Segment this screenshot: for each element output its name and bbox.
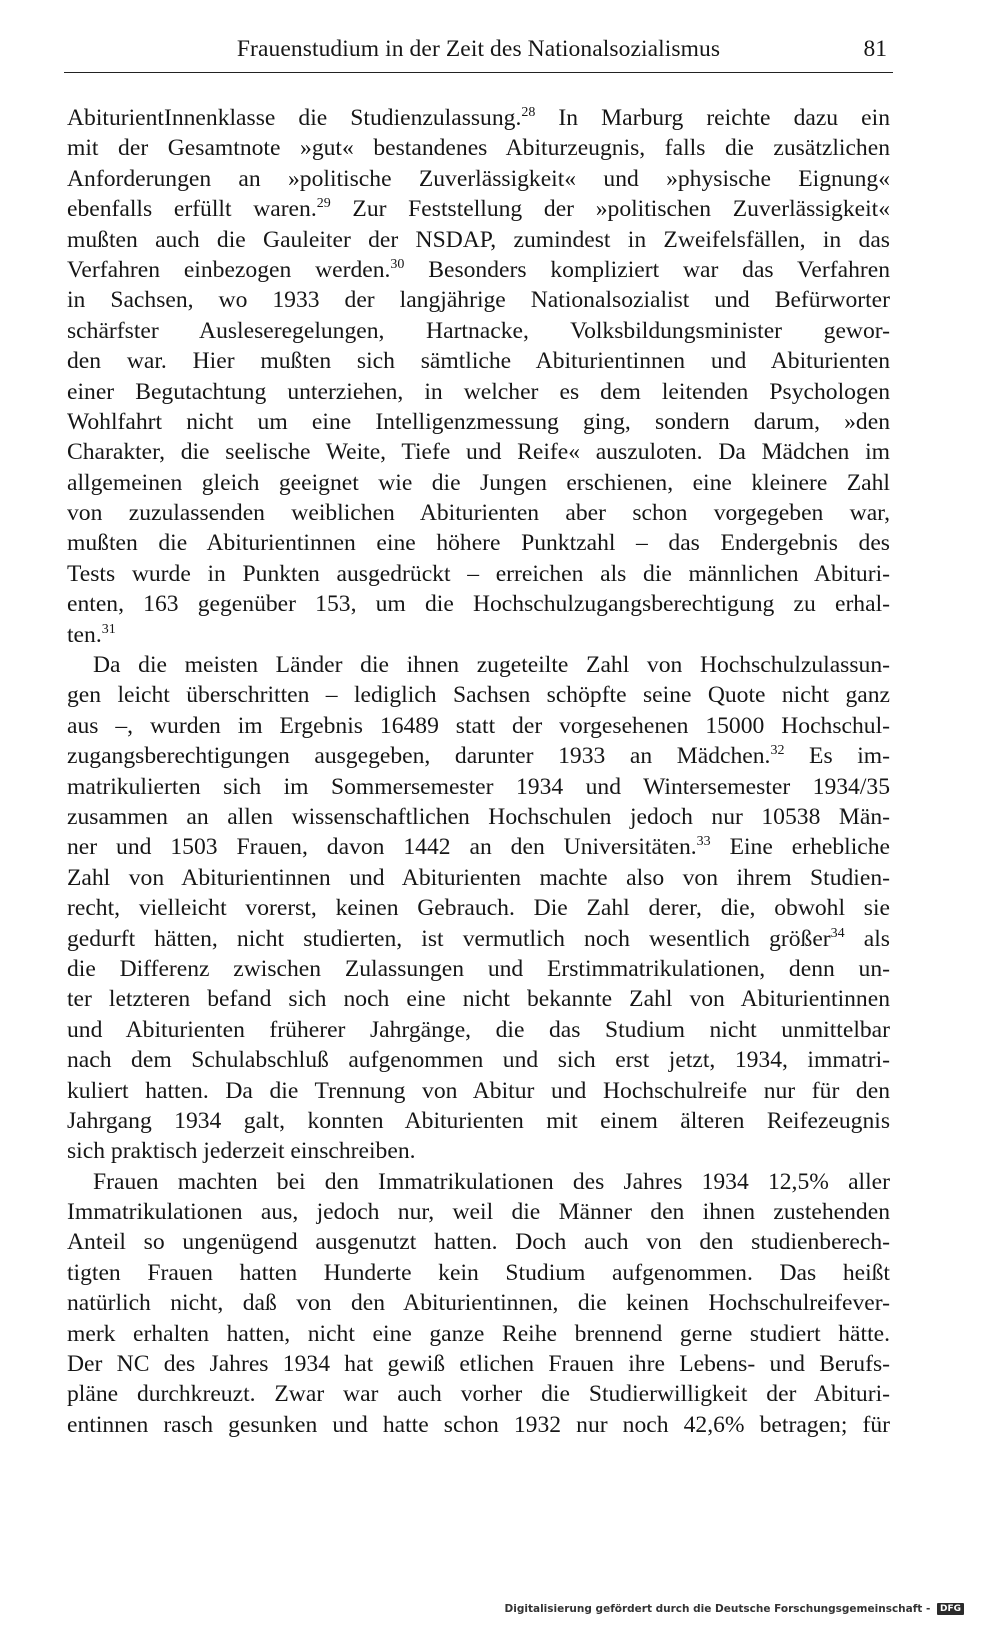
line-text: pläne durchkreuzt. Zwar war auch vorher die Studierwilligkeit der Abituri- — [67, 1381, 890, 1408]
text-line — [67, 680, 890, 710]
running-title: Frauenstudium in der Zeit des Nationalsozialismus — [236, 36, 721, 62]
line-text: Anforderungen an »politische Zuverlässigkeit« und »physische Eignung« — [67, 165, 890, 192]
line-text: den war. Hier mußten sich sämtliche Abiturientinnen und Abiturienten — [67, 348, 890, 375]
line-text: als — [844, 925, 890, 952]
text-line — [67, 164, 890, 194]
text-line — [67, 924, 890, 954]
line-text: tigten Frauen hatten Hunderte kein Studium aufgenommen. Das heißt — [67, 1259, 890, 1286]
text-line — [67, 620, 890, 650]
text-line — [67, 1288, 890, 1318]
text-line — [67, 194, 890, 224]
line-text: Charakter, die seelische Weite, Tiefe und Reife« auszuloten. Da Mädchen im — [67, 439, 890, 466]
line-text: Tests wurde in Punkten ausgedrückt – erreichen als die männlichen Abituri- — [67, 560, 890, 587]
line-text: matrikulierten sich im Sommersemester 1934 und Wintersemester 1934/35 — [67, 773, 890, 800]
footnote-marker: 29 — [316, 196, 331, 212]
text-line — [67, 407, 890, 437]
footnote-marker: 34 — [830, 925, 845, 941]
line-text: Immatrikulationen aus, jedoch nur, weil die Männer den ihnen zustehenden — [67, 1199, 890, 1226]
text-line — [67, 1015, 890, 1045]
footnote-marker: 33 — [696, 834, 711, 850]
line-text: merk erhalten hatten, nicht eine ganze Reihe brennend gerne studiert hätte. — [67, 1320, 890, 1347]
text-line — [67, 133, 890, 163]
text-line — [67, 255, 890, 285]
text-line — [67, 954, 890, 984]
line-text: einer Begutachtung unterziehen, in welcher es dem leitenden Psychologen — [67, 378, 890, 405]
line-text: AbiturientInnenklasse die Studienzulassung. — [67, 105, 522, 131]
text-line — [67, 893, 890, 923]
text-line — [67, 498, 890, 528]
line-text: gen leicht überschritten – lediglich Sachsen schöpfte seine Quote nicht ganz — [67, 682, 890, 709]
footnote-marker: 28 — [521, 105, 536, 120]
text-line — [67, 1136, 890, 1166]
line-text: enten, 163 gegenüber 153, um die Hochschulzugangsberechtigung zu erhal- — [67, 591, 890, 618]
text-line — [67, 468, 890, 498]
line-text: Verfahren einbezogen werden. — [67, 256, 391, 283]
line-text: die Differenz zwischen Zulassungen und Erstimmatrikulationen, denn un- — [67, 955, 890, 982]
line-text: Der NC des Jahres 1934 hat gewiß etlichen Frauen ihre Lebens- und Berufs- — [67, 1351, 890, 1378]
line-text: mußten die Abiturientinnen eine höhere Punktzahl – das Endergebnis des — [67, 530, 890, 557]
text-line — [67, 377, 890, 407]
line-text: Eine erhebliche — [710, 834, 890, 861]
line-text: recht, vielleicht vorerst, keinen Gebrauch. Die Zahl derer, die, obwohl sie — [67, 895, 890, 922]
text-line — [67, 1258, 890, 1288]
line-text: Frauen machten bei den Immatrikulationen des Jahres 1934 12,5% aller — [93, 1168, 890, 1195]
line-text: ebenfalls erfüllt waren. — [67, 196, 317, 223]
text-line — [67, 1197, 890, 1227]
line-text: in Sachsen, wo 1933 der langjährige Nationalsozialist und Befürworter — [67, 287, 890, 314]
text-line — [67, 1410, 890, 1440]
text-line — [67, 103, 890, 133]
text-line — [67, 346, 890, 376]
text-line — [67, 1379, 890, 1409]
line-text: schärfster Ausleseregelungen, Hartnacke, Volksbildungsminister gewor- — [67, 317, 890, 344]
line-text: ten. — [67, 621, 102, 648]
line-text: von zuzulassenden weiblichen Abiturienten aber schon vorgegeben war, — [67, 500, 890, 527]
text-line — [67, 225, 890, 255]
line-text: Es im- — [784, 743, 891, 770]
line-text: In Marburg reichte dazu ein — [535, 105, 890, 131]
running-header — [64, 36, 893, 73]
line-text: Wohlfahrt nicht um eine Intelligenzmessung ging, sondern darum, »den — [67, 408, 890, 435]
line-text: mußten auch die Gauleiter der NSDAP, zumindest in Zweifelsfällen, in das — [67, 226, 890, 253]
text-line — [67, 1106, 890, 1136]
text-line — [67, 285, 890, 315]
text-line — [67, 1167, 890, 1197]
line-text: Da die meisten Länder die ihnen zugeteilte Zahl von Hochschulzulassun- — [93, 652, 890, 679]
line-text: kuliert hatten. Da die Trennung von Abitur und Hochschulreife nur für den — [67, 1077, 890, 1104]
text-line — [67, 650, 890, 680]
line-text: zugangsberechtigungen ausgegeben, darunter 1933 an Mädchen. — [67, 743, 771, 770]
footnote-marker: 31 — [101, 621, 116, 637]
text-line — [67, 1045, 890, 1075]
line-text: zusammen an allen wissenschaftlichen Hochschulen jedoch nur 10538 Män- — [67, 803, 890, 830]
line-text: nach dem Schulabschluß aufgenommen und sich erst jetzt, 1934, immatri- — [67, 1047, 890, 1074]
line-text: Zur Feststellung der »politischen Zuverlässigkeit« — [330, 196, 891, 223]
text-line — [67, 1227, 890, 1257]
line-text: ter letzteren befand sich noch eine nicht bekannte Zahl von Abiturientinnen — [67, 986, 890, 1013]
line-text: allgemeinen gleich geeignet wie die Jungen erschienen, eine kleinere Zahl — [67, 469, 890, 496]
footnote-marker: 30 — [390, 256, 405, 272]
line-text: Jahrgang 1934 galt, konnten Abiturienten mit einem älteren Reifezeugnis — [67, 1107, 890, 1134]
line-text: Zahl von Abiturientinnen und Abiturienten machte also von ihrem Studien- — [67, 864, 890, 891]
line-text: entinnen rasch gesunken und hatte schon 1932 nur noch 42,6% betragen; für — [67, 1411, 890, 1438]
footnote-marker: 32 — [770, 743, 785, 759]
text-line — [67, 711, 890, 741]
text-line — [67, 832, 890, 862]
line-text: aus –, wurden im Ergebnis 16489 statt der vorgesehenen 15000 Hochschul- — [67, 712, 890, 739]
text-line — [67, 316, 890, 346]
credit-text: Digitalisierung gefördert durch die Deutsche Forschungsgemeinschaft - — [504, 1603, 931, 1615]
line-text: Besonders kompliziert war das Verfahren — [404, 256, 890, 283]
text-line — [67, 772, 890, 802]
line-text: sich praktisch jederzeit einschreiben. — [67, 1138, 416, 1165]
line-text: Anteil so ungenügend ausgenutzt hatten. Doch auch von den studienberech- — [67, 1229, 890, 1256]
line-text: und Abiturienten früherer Jahrgänge, die das Studium nicht unmittelbar — [67, 1016, 890, 1043]
text-line — [67, 741, 890, 771]
line-text: ner und 1503 Frauen, davon 1442 an den Universitäten. — [67, 834, 697, 861]
dfg-logo: DFG — [937, 1603, 964, 1615]
line-text: mit der Gesamtnote »gut« bestandenes Abiturzeugnis, falls die zusätzlichen — [67, 135, 890, 162]
text-line — [67, 984, 890, 1014]
digitization-credit — [505, 1603, 964, 1615]
text-line — [67, 1319, 890, 1349]
page-number: 81 — [863, 36, 887, 62]
text-line — [67, 437, 890, 467]
text-line — [67, 1076, 890, 1106]
text-line — [67, 528, 890, 558]
text-line — [67, 1349, 890, 1379]
text-line — [67, 802, 890, 832]
text-line — [67, 559, 890, 589]
line-text: natürlich nicht, daß von den Abiturientinnen, die keinen Hochschulreifever- — [67, 1290, 890, 1317]
text-line — [67, 863, 890, 893]
text-line — [67, 589, 890, 619]
body-text — [67, 103, 890, 1440]
line-text: gedurft hätten, nicht studierten, ist vermutlich noch wesentlich größer — [67, 925, 831, 952]
